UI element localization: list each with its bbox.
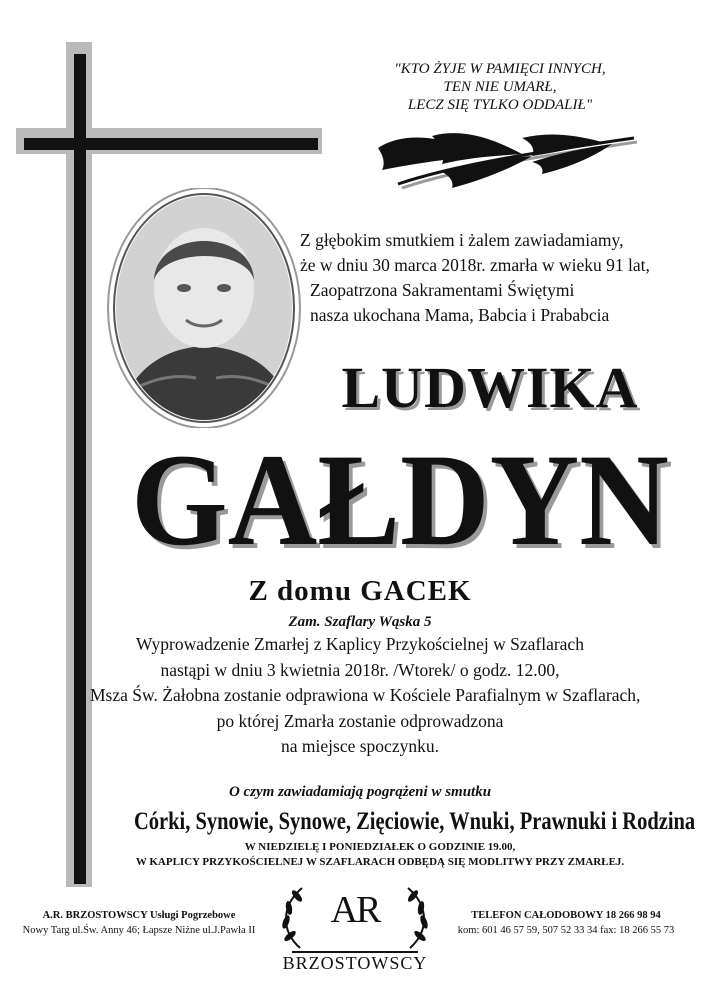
logo-monogram: AR: [330, 889, 380, 931]
deceased-portrait: [106, 188, 302, 428]
deceased-last-name: GAŁDYN: [131, 426, 669, 573]
funeral-home-addresses: Nowy Targ ul.Św. Anny 46; Łapsze Niżne ul.J.Pawła II: [22, 925, 256, 936]
announcement-line: że w dniu 30 marca 2018r. zmarła w wieku 91 lat,: [300, 255, 650, 275]
quote-line: "KTO ŻYJE W PAMIĘCI INNYCH,: [394, 61, 606, 77]
deceased-address: Zam. Szaflary Wąska 5: [288, 614, 432, 630]
prayer-info: [80, 840, 680, 870]
quote-line: TEN NIE UMARŁ,: [443, 79, 557, 95]
mourners-family: Córki, Synowie, Synowe, Zięciowie, Wnuki, Prawnuki i Rodzina: [134, 808, 696, 835]
funeral-line: po której Zmarła zostanie odprowadzona: [216, 710, 504, 731]
quote-line: LECZ SIĘ TYLKO ODDALIŁ": [407, 97, 593, 113]
contact-info: [430, 908, 702, 938]
funeral-home-name: A.R. BRZOSTOWSCY Usługi Pogrzebowe: [42, 910, 236, 921]
prayer-line: W KAPLICY PRZYKOŚCIELNEJ W SZAFLARACH ODBĘDĄ SIĘ MODLITWY PRZY ZMARŁEJ.: [135, 856, 625, 868]
cross-vertical-beam: [74, 54, 86, 884]
prayer-line: W NIEDZIELĘ I PONIEDZIAŁEK O GODZINIE 19.00,: [244, 841, 516, 853]
announcement-line: Z głębokim smutkiem i żalem zawiadamiamy,: [300, 230, 624, 250]
palm-branch-icon: [372, 128, 644, 198]
announcement-text: [300, 228, 696, 328]
funeral-line: nastąpi w dniu 3 kwietnia 2018r. /Wtorek/ o godz. 12.00,: [160, 659, 560, 680]
funeral-line: na miejsce spoczynku.: [281, 736, 439, 756]
phone-label: TELEFON CAŁODOBOWY 18 266 98 94: [471, 910, 661, 921]
cross-horizontal-beam: [24, 138, 318, 150]
memorial-quote: [330, 60, 670, 114]
funeral-home-info: [8, 908, 270, 938]
announcement-line: Zaopatrzona Sakramentami Świętymi: [310, 280, 575, 300]
deceased-first-name: LUDWIKA: [341, 355, 639, 420]
funeral-details: [90, 632, 641, 760]
maiden-name: Z domu GACEK: [248, 575, 472, 607]
funeral-line: Msza Św. Żałobna zostanie odprawiona w Kościele Parafialnym w Szaflarach,: [90, 685, 641, 705]
mourners-notice: O czym zawiadamiają pogrążeni w smutku: [228, 784, 492, 800]
announcement-line: nasza ukochana Mama, Babcia i Prababcia: [310, 305, 610, 325]
funeral-line: Wyprowadzenie Zmarłej z Kaplicy Przykościelnej w Szaflarach: [136, 634, 584, 654]
logo-name: BRZOSTOWSCY: [282, 953, 428, 973]
phone-numbers: kom: 601 46 57 59, 507 52 33 34 fax: 18 266 55 73: [457, 925, 675, 936]
